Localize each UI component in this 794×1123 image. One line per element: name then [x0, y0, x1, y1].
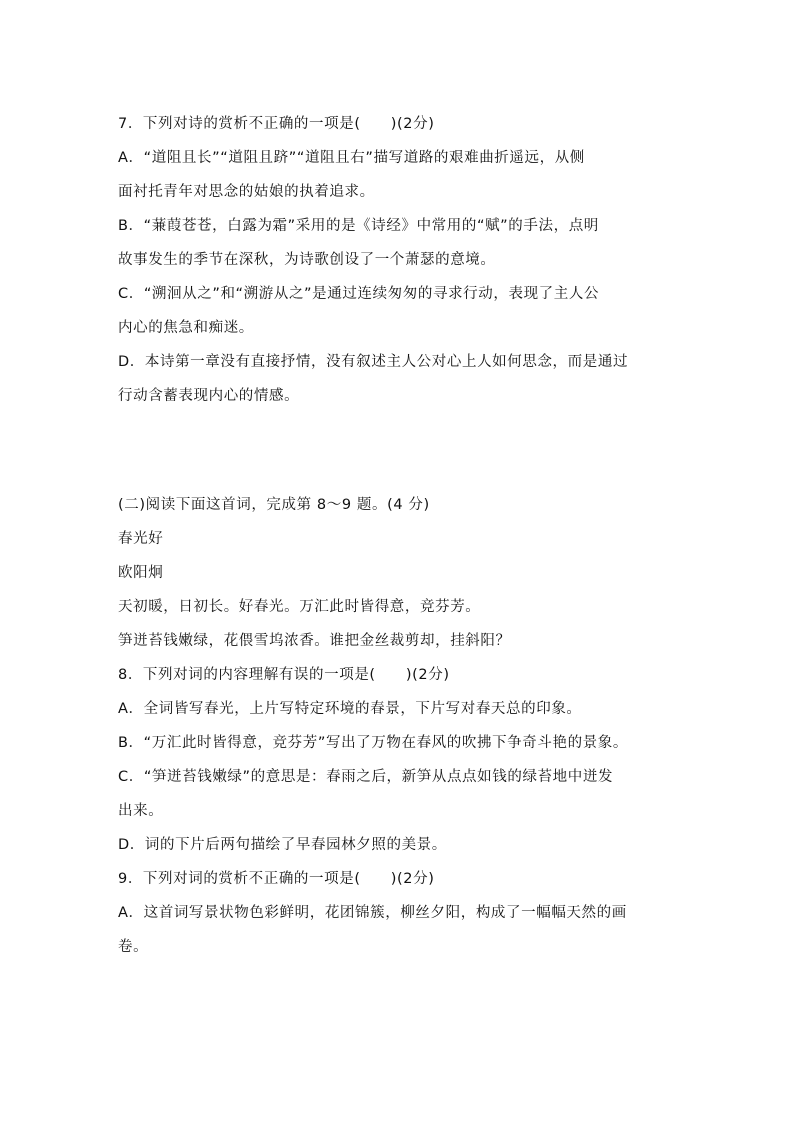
- q8-stem: 8．下列对词的内容理解有误的一项是( )(2分): [118, 667, 450, 683]
- section2-heading: (二)阅读下面这首词，完成第 8～9 题。(4 分): [118, 497, 430, 513]
- poem-line-2: 笋迸苔钱嫩绿，花偎雪坞浓香。谁把金丝裁剪却，挂斜阳？: [118, 633, 511, 649]
- q8-option-c-line2: 出来。: [118, 803, 164, 819]
- poem-title: 春光好: [118, 531, 164, 547]
- q8-option-c-line1: C．“笋迸苔钱嫩绿”的意思是：春雨之后，新笋从点点如钱的绿苔地中迸发: [118, 769, 614, 785]
- q7-option-c-line2: 内心的焦急和痴迷。: [118, 320, 254, 336]
- q7-option-a-line1: A．“道阻且长”“道阻且跻”“道阻且右”描写道路的艰难曲折遥远，从侧: [118, 150, 585, 166]
- q7-option-d-line2: 行动含蓄表现内心的情感。: [118, 388, 300, 404]
- q9-option-a-line1: A．这首词写景状物色彩鲜明，花团锦簇，柳丝夕阳，构成了一幅幅天然的画: [118, 905, 627, 921]
- q7-option-b-line1: B．“蒹葭苍苍，白露为霜”采用的是《诗经》中常用的“赋”的手法，点明: [118, 218, 599, 234]
- q7-stem: 7．下列对诗的赏析不正确的一项是( )(2分): [118, 116, 435, 132]
- poem-author: 欧阳炯: [118, 565, 164, 581]
- q7-option-c-line1: C．“溯洄从之”和“溯游从之”是通过连续匆匆的寻求行动，表现了主人公: [118, 286, 600, 302]
- q7-option-b-line2: 故事发生的季节在深秋，为诗歌创设了一个萧瑟的意境。: [118, 252, 496, 268]
- q7-option-a-line2: 面衬托青年对思念的姑娘的执着追求。: [118, 184, 375, 200]
- q8-option-d: D．词的下片后两句描绘了早春园林夕照的美景。: [118, 837, 447, 853]
- poem-line-1: 天初暖，日初长。好春光。万汇此时皆得意，竞芬芳。: [118, 599, 481, 615]
- q7-option-d-line1: D．本诗第一章没有直接抒情，没有叙述主人公对心上人如何思念，而是通过: [118, 354, 629, 370]
- q8-option-a: A．全词皆写春光，上片写特定环境的春景，下片写对春天总的印象。: [118, 701, 582, 717]
- q9-stem: 9．下列对词的赏析不正确的一项是( )(2分): [118, 871, 435, 887]
- q9-option-a-line2: 卷。: [118, 939, 149, 955]
- q8-option-b: B．“万汇此时皆得意，竞芬芳”写出了万物在春风的吹拂下争奇斗艳的景象。: [118, 735, 628, 751]
